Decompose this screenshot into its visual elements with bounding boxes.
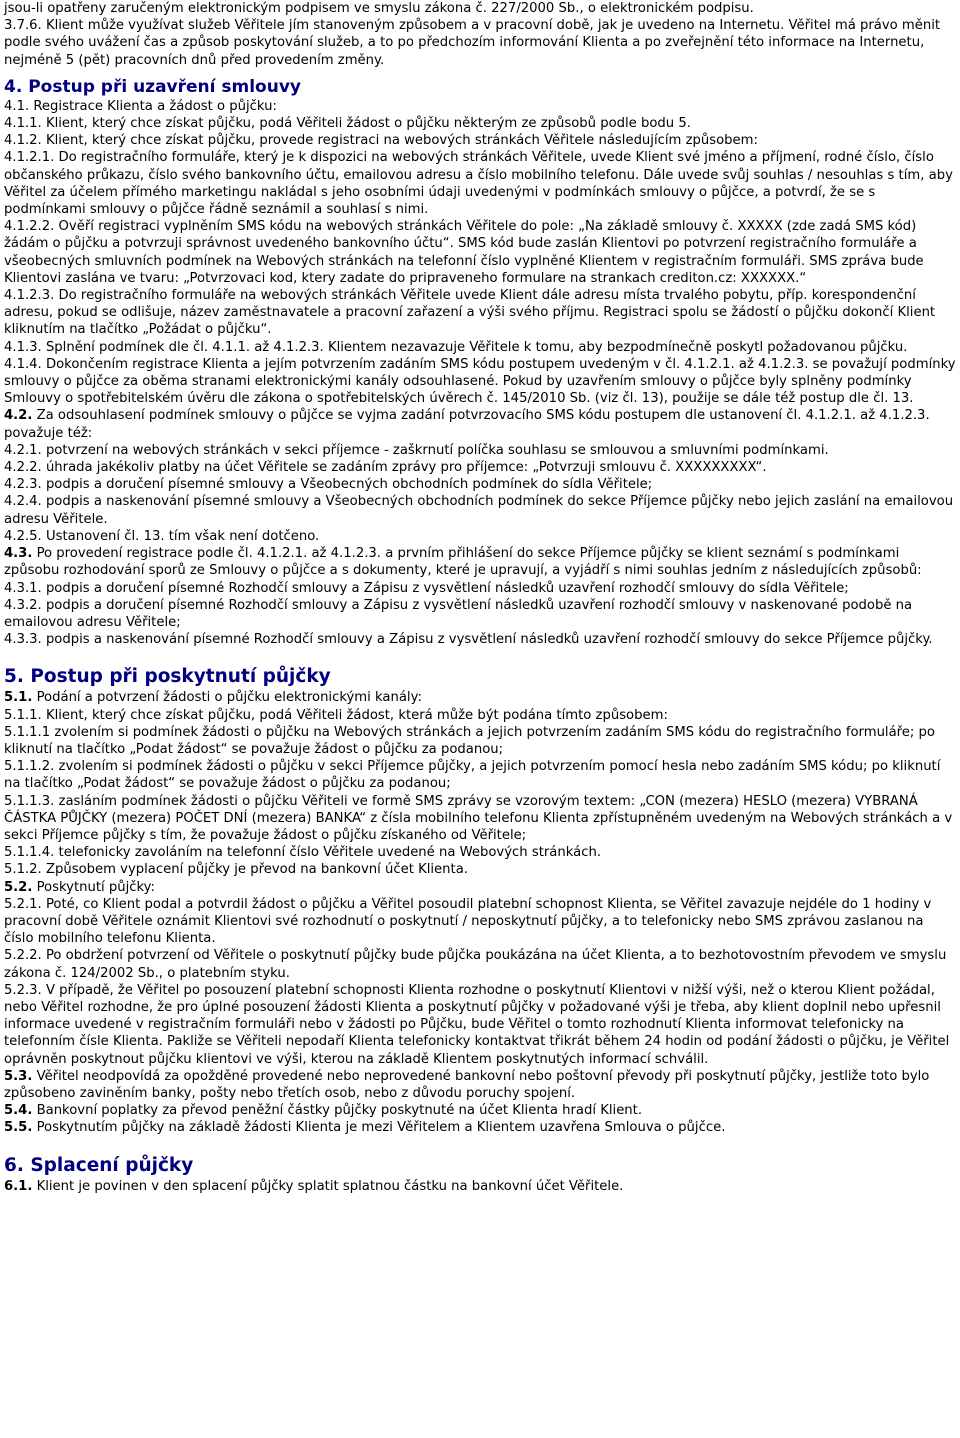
clause-paragraph: 5.2.2. Po obdržení potvrzení od Věřitele o poskytnutí půjčky bude půjčka poukázána na účet Klienta, a to bezhotovostním převodem ve smyslu zákona č. 124/2002 Sb., o platebním styku. — [4, 948, 947, 981]
clause-text: Podání a potvrzení žádosti o půjčku elektronickými kanály: — [32, 690, 422, 706]
clause-paragraph — [4, 879, 956, 896]
clause-paragraph: 5.2.1. Poté, co Klient podal a potvrdil žádost o půjčku a Věřitel posoudil platební schopnost Klienta, se Věřitel zavazuje nejdéle do 1 hodiny v pracovní době Věřitele oznámit Klientovi své rozhodnutí o poskytnutí / neposkytnutí půjčky, a to telefonicky nebo SMS zprávou zaslanou na číslo mobilního telefonu Klienta. — [4, 896, 932, 947]
clause-paragraph — [4, 1102, 956, 1119]
clause-paragraph: 4.2.1. potvrzení na webových stránkách v sekci příjemce - zaškrnutí políčka souhlasu se smlouvou a smluvními podmínkami. — [4, 442, 829, 458]
clause-paragraph — [4, 545, 956, 579]
clause-paragraph: 4.2.3. podpis a doručení písemné smlouvy a Všeobecných obchodních podmínek do sídla Věřitele; — [4, 477, 653, 493]
clause-paragraph — [4, 1119, 956, 1136]
clause-text: Poskytnutím půjčky na základě žádosti Klienta je mezi Věřitelem a Klientem uzavřena Smlouva o půjčce. — [32, 1120, 726, 1136]
clause-paragraph: 4.1. Registrace Klienta a žádost o půjčku: — [4, 98, 277, 114]
clause-paragraph: 4.1.2.2. Ověří registraci vyplněním SMS kódu na webových stránkách Věřitele do pole: „Na základě smlouvy č. XXXXX (zde zadá SMS kód) žádám o půjčku a potvrzuji správnost uvedeného bankovního účtu“. SMS kód bude zaslán Klientovi po potvrzení registračního formuláře a všeobecných smluvních podmínek na Webových stránkách na telefonní číslo vyplněné Klientem v registračním formuláři. SMS zpráva bude Klientovi zaslána ve tvaru: „Potvrzovaci kod, ktery zadate do pripraveneho formulare na strankach crediton.cz: XXXXXX.“ — [4, 219, 924, 286]
clause-text: Poskytnutí půjčky: — [32, 879, 155, 895]
clause-paragraph — [4, 1068, 956, 1102]
clause-number: 5.3. — [4, 1068, 33, 1084]
clause-paragraph: 4.2.4. podpis a naskenování písemné smlouvy a Všeobecných obchodních podmínek do sekce Příjemce půjčky nebo jejich zaslání na emailovou adresu Věřitele. — [4, 494, 954, 527]
clause-paragraph: 4.2.5. Ustanovení čl. 13. tím však není dotčeno. — [4, 528, 320, 544]
clause-paragraph: 5.1.1.4. telefonicky zavoláním na telefonní číslo Věřitele uvedené na Webových stránkách. — [4, 845, 602, 861]
clause-paragraph: 4.1.2.3. Do registračního formuláře na webových stránkách Věřitele uvede Klient dále adresu místa trvalého pobytu, příp. korespondenční adresu, pokud se odlišuje, název zaměstnavatele a pracovní zařazení a výši svého příjmu. Registraci spolu se žádostí o půjčku dokončí Klient kliknutím na tlačítko „Požádat o půjčku“. — [4, 288, 936, 338]
clause-text: Po provedení registrace podle čl. 4.1.2.1. až 4.1.2.3. a prvním přihlášení do sekce Příjemce půjčky se klient seznámí s podmínkami způsobu rozhodování sporů ze Smlouvy o půjčce a s dokumenty, které je upravují, a vyjádří s nimi souhlas jedním z následujících způsobů: — [4, 546, 922, 579]
clause-text: Za odsouhlasení podmínek smlouvy o půjčce se vyjma zadání potvrzovacího SMS kódu postupem dle ustanovení čl. 4.1.2.1. až 4.1.2.3. považuje též: — [4, 408, 930, 441]
clause-paragraph: 4.2.2. úhrada jakékoliv platby na účet Věřitele se zadáním zprávy pro příjemce: „Potvrzuji smlouvu č. XXXXXXXXX“. — [4, 460, 767, 476]
clause-paragraph: 4.3.3. podpis a naskenování písemné Rozhodčí smlouvy a Zápisu z vysvětlení následků uzavření rozhodčí smlouvy do sekce Příjemce půjčky. — [4, 632, 933, 648]
clause-number: 4.2. — [4, 408, 33, 424]
clause-number: 4.3. — [4, 546, 33, 562]
clause-paragraph: 4.1.4. Dokončením registrace Klienta a jejím potvrzením zadáním SMS kódu postupem uvedeným v čl. 4.1.2.1. až 4.1.2.3. se považují podmínky smlouvy o půjčce za oběma stranami elektronickými kanály odsouhlasené. Pokud by uzavřením smlouvy o půjčce byly splněny podmínky Smlouvy o spotřebitelském úvěru dle zákona o spotřebitelských úvěrech č. 145/2010 Sb. (viz čl. 13), použije se dále též postup dle čl. 13. — [4, 356, 956, 407]
clause-number: 5.5. — [4, 1120, 33, 1136]
section-heading: 5. Postup při poskytnutí půjčky — [4, 666, 331, 688]
clause-number: 6.1. — [4, 1178, 33, 1194]
clause-text: Klient je povinen v den splacení půjčky splatit splatnou částku na bankovní účet Věřitele. — [32, 1178, 624, 1194]
clause-paragraph: 5.2.3. V případě, že Věřitel po posouzení platební schopnosti Klienta rozhodne o poskytnutí Klientovi v nižší výši, než o kterou Klient požádal, nebo Věřitel rozhodne, že pro úplné posouzení žádosti Klienta a poskytnutí půjčky v požadované výši je třeba, aby klient doplnil nebo upřesnil informace uvedené v registračním formuláři nebo v žádosti po Půjčku, bude Věřitel o tomto rozhodnutí Klienta informovat telefonicky na telefonním čísle Klienta. Pakliže se Věřiteli nepodaří Klienta telefonicky kontaktvat třikrát během 24 hodin od podání žádosti o půjčku, je Věřitel oprávněn poskytnout půjčku klientovi ve výši, kterou na základě Klientem poskytnutých informací schválil. — [4, 982, 950, 1067]
clause-paragraph: 5.1.1. Klient, který chce získat půjčku, podá Věřiteli žádost, která může být podána tímto způsobem: — [4, 707, 668, 723]
clause-paragraph: 4.1.1. Klient, který chce získat půjčku, podá Věřiteli žádost o půjčku některým ze způsobů podle bodu 5. — [4, 116, 691, 132]
clause-paragraph: 4.1.2.1. Do registračního formuláře, který je k dispozici na webových stránkách Věřitele, uvede Klient své jméno a příjmení, rodné číslo, číslo občanského průkazu, číslo svého bankovního účtu, emailovou adresu a číslo mobilního telefonu. Dále uvede svůj souhlas / nesouhlas s tím, aby Věřitel za účelem přímého marketingu nakládal s jeho osobními údaji uvedenými v podmínkách smlouvy o půjčce, a potvrdí, že se s podmínkami smlouvy o půjčce řádně seznámil a souhlasí s nimi. — [4, 150, 953, 218]
clause-paragraph — [4, 689, 956, 706]
section-heading: 6. Splacení půjčky — [4, 1154, 194, 1176]
clause-paragraph: 4.1.2. Klient, který chce získat půjčku, provede registraci na webových stránkách Věřitele následujícím způsobem: — [4, 133, 758, 149]
clause-number: 5.4. — [4, 1103, 33, 1119]
clause-number: 5.1. — [4, 690, 33, 706]
clause-paragraph: 4.3.1. podpis a doručení písemné Rozhodčí smlouvy a Zápisu z vysvětlení následků uzavření rozhodčí smlouvy do sídla Věřitele; — [4, 580, 849, 596]
clause-paragraph: 4.1.3. Splnění podmínek dle čl. 4.1.1. až 4.1.2.3. Klientem nezavazuje Věřitele k tomu, aby bezpodmínečně poskytl požadovanou půjčku. — [4, 339, 908, 355]
clause-paragraph: jsou-li opatřeny zaručeným elektronickým podpisem ve smyslu zákona č. 227/2000 Sb., o elektronickém podpisu. — [4, 1, 754, 16]
clause-paragraph — [4, 407, 956, 441]
clause-paragraph: 4.3.2. podpis a doručení písemné Rozhodčí smlouvy a Zápisu z vysvětlení následků uzavření rozhodčí smlouvy v naskenované podobě na emailovou adresu Věřitele; — [4, 597, 913, 630]
clause-paragraph: 3.7.6. Klient může využívat služeb Věřitele jím stanoveným způsobem a v pracovní době, jak je uvedeno na Internetu. Věřitel má právo měnit podle svého uvážení čas a způsob poskytování služeb, a to po předchozím informování Klienta a po zveřejnění této informace na Internetu, nejméně 5 (pět) pracovních dnů před provedením změny. — [4, 18, 941, 68]
section-heading: 4. Postup při uzavření smlouvy — [4, 76, 301, 97]
clause-paragraph: 5.1.1.1 zvolením si podmínek žádosti o půjčku na Webových stránkách a jejich potvrzením zadáním SMS kódu do registračního formuláře; po kliknutí na tlačítko „Podat žádost“ se považuje žádost o půjčku za podanou; — [4, 724, 935, 757]
clause-text: Věřitel neodpovídá za opožděné provedené nebo neprovedené bankovní nebo poštovní převody při poskytnutí půjčky, jestliže toto bylo způsobeno zaviněním banky, pošty nebo třetích osob, nebo z důvodu poruchy spojení. — [4, 1068, 930, 1101]
clause-paragraph: 5.1.2. Způsobem vyplacení půjčky je převod na bankovní účet Klienta. — [4, 862, 468, 878]
clause-number: 5.2. — [4, 879, 33, 895]
clause-paragraph: 5.1.1.2. zvolením si podmínek žádosti o půjčku v sekci Příjemce půjčky, a jejich potvrzením pomocí hesla nebo zadáním SMS kódu; po kliknutí na tlačítko „Podat žádost“ se považuje žádost o půjčku za podanou; — [4, 759, 941, 792]
clause-text: Bankovní poplatky za převod peněžní částky půjčky poskytnuté na účet Klienta hradí Klient. — [32, 1103, 643, 1119]
clause-paragraph: 5.1.1.3. zasláním podmínek žádosti o půjčku Věřiteli ve formě SMS zprávy se vzorovým textem: „CON (mezera) HESLO (mezera) VYBRANÁ ČÁSTKA PŮJČKY (mezera) POČET DNÍ (mezera) BANKA“ z čísla mobilního telefonu Klienta zpřístupněném uvedeným na Webových stránkách a v sekci Příjemce půjčky s tím, že považuje žádost o půjčku získaného od Věřitele; — [4, 793, 953, 843]
clause-paragraph — [4, 1178, 956, 1195]
